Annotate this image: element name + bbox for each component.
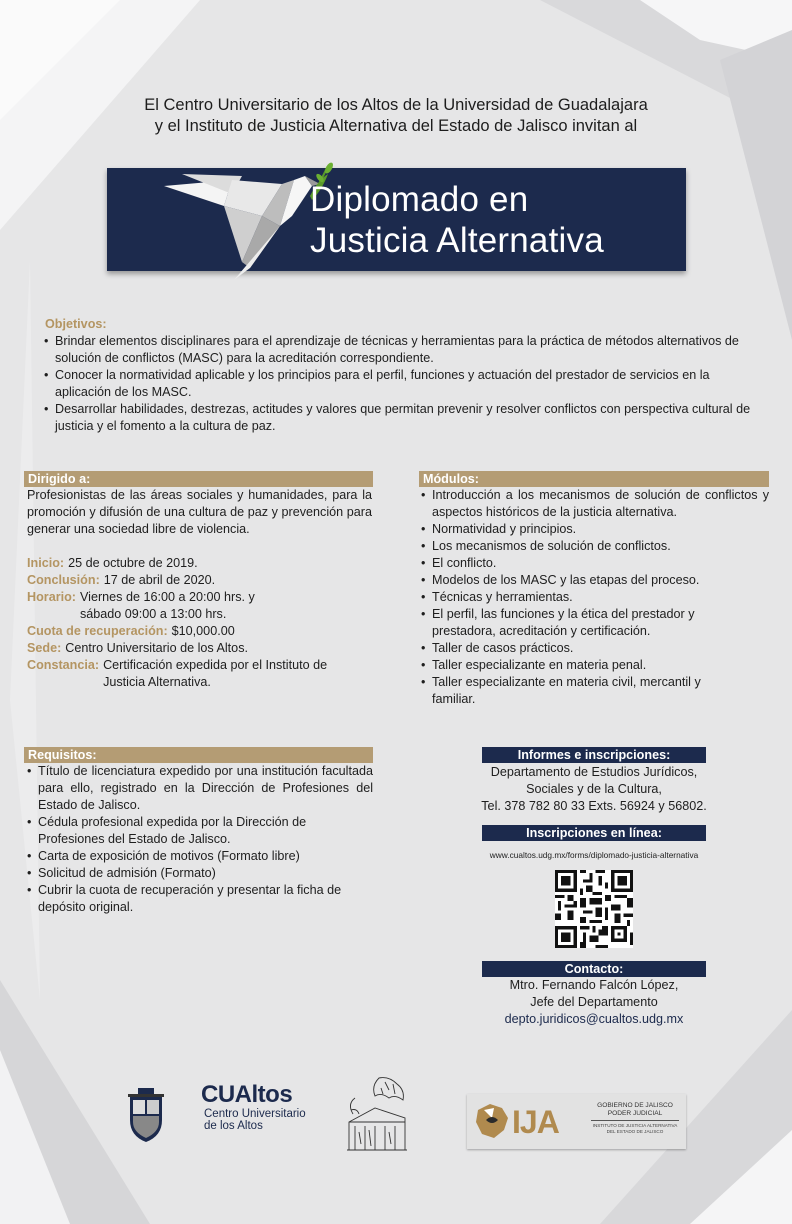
cualtos-logo (201, 1082, 306, 1132)
objectives-list (44, 333, 754, 435)
objectives-label: Objetivos: (45, 317, 107, 331)
contacto-label: Contacto: (482, 961, 706, 977)
dirigido-text: Profesionistas de las áreas sociales y humanidades, para la promoción y difusión de una cultura de paz y prevención para generar una sociedad libre de violencia. (27, 488, 372, 536)
requisitos-label: Requisitos: (24, 747, 373, 763)
detail-row (27, 640, 373, 657)
modulo-item: • Taller especializante en materia civil, mercantil y familiar. (421, 674, 769, 708)
cualtos-name: CUAltos (201, 1081, 293, 1108)
info-section (468, 747, 720, 1028)
informes-label: Informes e inscripciones: (482, 747, 706, 763)
detail-value: Centro Universitario de los Altos. (65, 641, 248, 655)
course-details (24, 555, 373, 691)
detail-value: Certificación expedida por el Instituto de Justicia Alternativa. (103, 658, 328, 689)
banner-title (310, 179, 604, 261)
modulo-item: • El conflicto. (421, 555, 769, 572)
detail-value: $10,000.00 (171, 624, 235, 638)
requisito-item: • Cédula profesional expedida por la Dirección de Profesiones del Estado de Jalisco. (27, 814, 373, 848)
detail-row (27, 589, 373, 623)
qr-code-icon[interactable] (555, 870, 633, 948)
ija-gov-line-1: GOBIERNO DE JALISCO (597, 1102, 673, 1109)
detail-row (27, 623, 373, 640)
online-label: Inscripciones en línea: (482, 825, 706, 841)
modulo-item: • Los mecanismos de solución de conflictos. (421, 538, 769, 555)
detail-row (27, 572, 373, 589)
ija-sub-line-1: INSTITUTO DE JUSTICIA ALTERNATIVA (592, 1123, 678, 1128)
banner-title-line-1: Diplomado en (310, 180, 529, 219)
detail-label: Inicio: (27, 556, 65, 570)
ija-divider (591, 1120, 679, 1121)
objective-item: • Desarrollar habilidades, destrezas, actitudes y valores que permitan prevenir y resolver conflictos con perspectiva cultural de justicia y el fomento a la cultura de paz. (44, 401, 754, 435)
detail-value: Viernes de 16:00 a 20:00 hrs. y sábado 09:00 a 13:00 hrs. (79, 590, 255, 621)
detail-label: Sede: (27, 641, 62, 655)
contacto-name: Mtro. Fernando Falcón López, (509, 978, 679, 992)
objective-item: • Brindar elementos disciplinares para el aprendizaje de técnicas y herramientas para la práctica de métodos alternativos de solución de conflictos (MASC) para la acreditación correspondiente. (44, 333, 754, 367)
requisito-item: • Cubrir la cuota de recuperación y presentar la ficha de depósito original. (27, 882, 373, 916)
contacto-role: Jefe del Departamento (530, 995, 658, 1009)
requisito-item: • Solicitud de admisión (Formato) (27, 865, 373, 882)
logos-footer (0, 1070, 792, 1160)
ija-institute (589, 1123, 681, 1134)
informes-line-2: Sociales y de la Cultura, (526, 782, 662, 796)
detail-label: Conclusión: (27, 573, 100, 587)
modulo-item: • Introducción a los mecanismos de solución de conflictos y aspectos históricos de la justicia alternativa. (421, 487, 769, 521)
modulos-section (419, 471, 769, 708)
requisitos-list (24, 763, 373, 916)
requisito-item: • Título de licenciatura expedido por una institución facultada para ello, registrado en la Dirección de Profesiones del Estado de Jalisco. (27, 763, 373, 814)
requisito-item: • Carta de exposición de motivos (Formato libre) (27, 848, 373, 865)
modulo-item: • El perfil, las funciones y la ética del prestador y prestadora, acreditación y certificación. (421, 606, 769, 640)
informes-phone: Tel. 378 782 80 33 Exts. 56924 y 56802. (481, 799, 707, 813)
modulo-item: • Taller especializante en materia penal. (421, 657, 769, 674)
dirigido-section (24, 471, 373, 691)
building-sketch-icon (345, 1074, 409, 1154)
modulos-label: Módulos: (419, 471, 769, 487)
ija-sub-line-2: DEL ESTADO DE JALISCO (606, 1128, 664, 1134)
detail-value: 25 de octubre de 2019. (68, 556, 198, 570)
jalisco-map-icon (472, 1100, 512, 1142)
title-banner (107, 168, 686, 271)
modulo-item: • Técnicas y herramientas. (421, 589, 769, 606)
cualtos-sub-2: de los Altos (204, 1120, 263, 1132)
ija-gov-line-2: PODER JUDICIAL (607, 1110, 663, 1117)
intro-text (0, 95, 792, 137)
ija-letters: IJA (512, 1104, 559, 1140)
detail-label: Constancia: (27, 658, 100, 672)
cualtos-sub-1: Centro Universitario (204, 1108, 306, 1120)
detail-value: 17 de abril de 2020. (103, 573, 216, 587)
modulos-list (419, 487, 769, 708)
requisitos-section (24, 747, 373, 916)
detail-label: Horario: (27, 590, 76, 604)
modulo-item: • Modelos de los MASC y las etapas del proceso. (421, 572, 769, 589)
ija-logo (467, 1094, 686, 1149)
objective-item: • Conocer la normatividad aplicable y los principios para el perfil, funciones y actuación del prestador de servicios en la aplicación de los MASC. (44, 367, 754, 401)
udg-shield-icon (124, 1086, 168, 1144)
online-url[interactable]: www.cualtos.udg.mx/forms/diplomado-justicia-alternativa (489, 850, 699, 860)
detail-row (27, 657, 373, 691)
modulo-item: • Taller de casos prácticos. (421, 640, 769, 657)
intro-line-2: y el Instituto de Justicia Alternativa del Estado de Jalisco invitan al (154, 117, 638, 135)
detail-row (27, 555, 373, 572)
informes-line-1: Departamento de Estudios Jurídicos, (490, 765, 698, 779)
ija-government (589, 1102, 681, 1118)
modulo-item: • Normatividad y principios. (421, 521, 769, 538)
contacto-email[interactable]: depto.juridicos@cualtos.udg.mx (504, 1012, 684, 1026)
objectives-section (44, 316, 754, 435)
dirigido-label: Dirigido a: (24, 471, 373, 487)
detail-label: Cuota de recuperación: (27, 624, 168, 638)
banner-title-line-2: Justicia Alternativa (310, 221, 604, 260)
intro-line-1: El Centro Universitario de los Altos de la Universidad de Guadalajara (144, 96, 648, 114)
